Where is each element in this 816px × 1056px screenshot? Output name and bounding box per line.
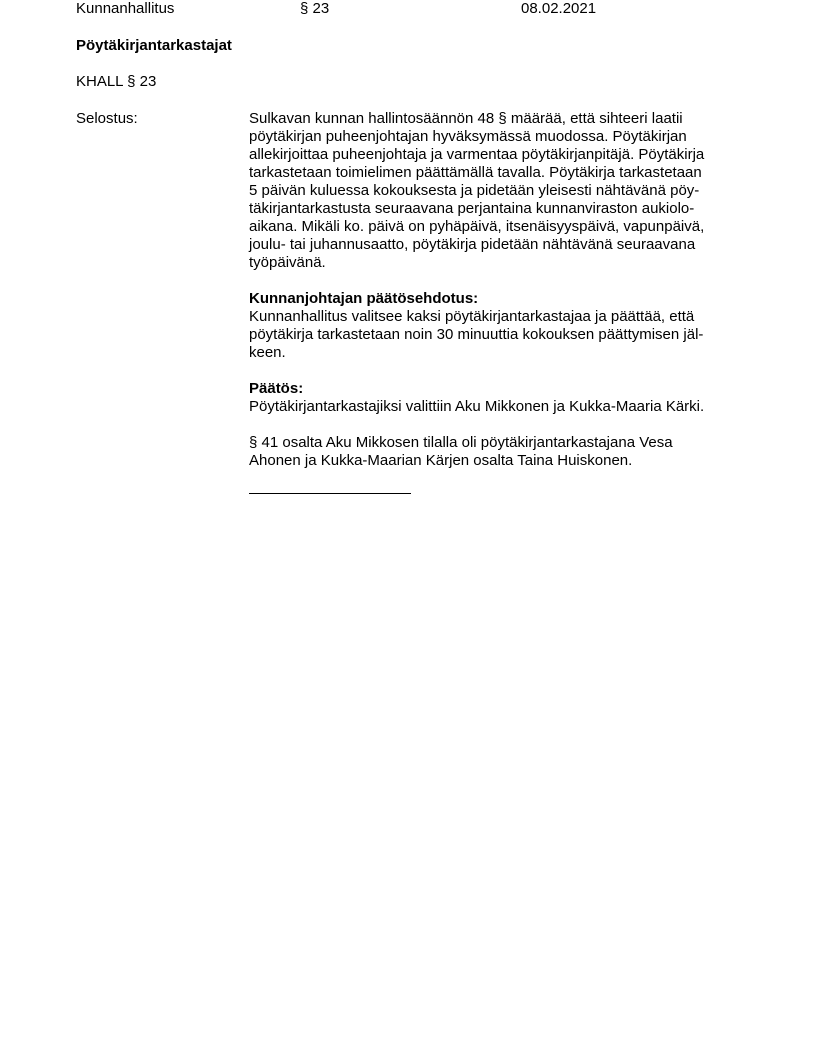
spacer (249, 272, 741, 290)
end-rule (249, 492, 411, 494)
proposal-heading: Kunnanjohtajan päätösehdotus: (249, 290, 479, 307)
decision-note: § 41 osalta Aku Mikkosen tilalla oli pöytäkirjantarkastajana Vesa Ahonen ja Kukka-Maarian Kärjen osalta Taina Huiskonen. (249, 434, 673, 469)
decision-heading: Päätös: (249, 380, 304, 397)
document-title: Pöytäkirjantarkastajat (76, 37, 232, 54)
header-date: 08.02.2021 (521, 0, 597, 17)
document-header (0, 0, 816, 20)
spacer (249, 362, 741, 380)
header-committee: Kunnanhallitus (76, 0, 175, 17)
selostus-text: Sulkavan kunnan hallintosäännön 48 § määrää, että sihteeri laatii pöytäkirjan puheenjohtajan hyväksymässä muodossa. Pöytäkirjan allekirjoittaa puheenjohtaja ja varmentaa pöytäkirjanpitäjä. Pöytäkirja tarkastetaan toimielimen päättämällä tavalla. Pöytäkirja tarkastetaan 5 päivän kuluessa kokouksesta ja pidetään yleisesti nähtävänä pöy- täkirjantarkastusta seuraavana perjantaina kunnanviraston aukiolo- aikana. Mikäli ko. päivä on pyhäpäivä, itsenäisyyspäivä, vapunpäivä, joulu- tai juhannusaatto, pöytäkirja pidetään nähtävänä seuraavana työpäivänä. (249, 110, 705, 271)
proposal-text: Kunnanhallitus valitsee kaksi pöytäkirjantarkastajaa ja päättää, että pöytäkirja tarkastetaan noin 30 minuuttia kokouksen päättymisen jäl- keen. (249, 308, 704, 361)
decision-text: Pöytäkirjantarkastajiksi valittiin Aku Mikkonen ja Kukka-Maaria Kärki. (249, 398, 705, 415)
spacer (249, 416, 741, 434)
section-reference: KHALL § 23 (76, 73, 157, 90)
selostus-label: Selostus: (76, 110, 138, 127)
header-section-number: § 23 (300, 0, 330, 17)
body-column (249, 110, 741, 494)
